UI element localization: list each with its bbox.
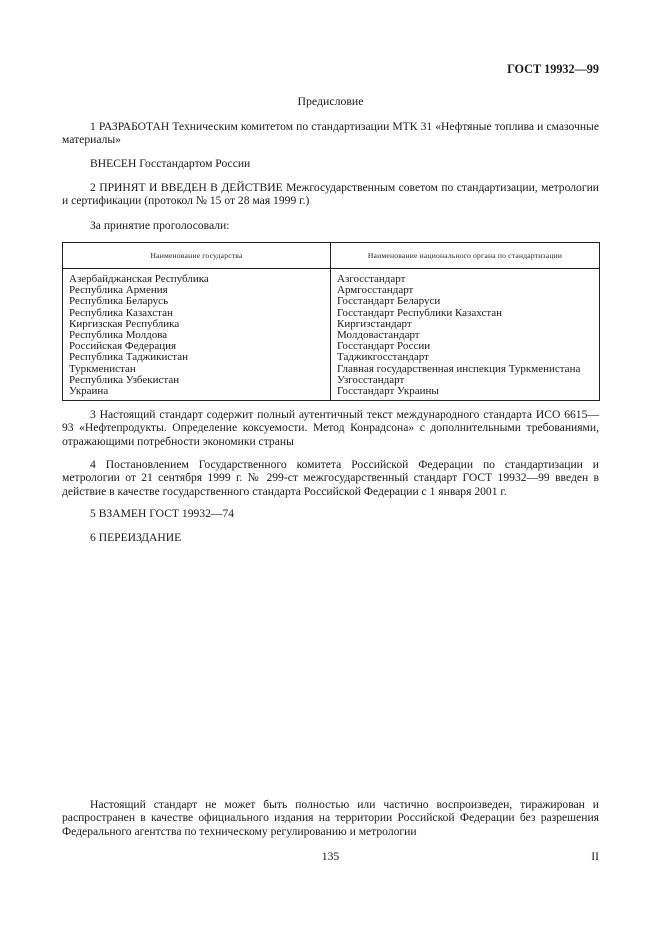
roman-page-number: II [591,850,599,863]
national-body-name: Госстандарт России [337,340,431,353]
voting-states-table [62,242,600,401]
paragraph-voted: За принятие проголосовали: [90,219,230,232]
state-name: Республика Беларусь [69,295,169,308]
paragraph-replaces: 5 ВЗАМЕН ГОСТ 19932—74 [90,507,235,520]
state-name: Туркменистан [69,362,136,375]
national-body-name: Молдовастандарт [337,329,420,342]
state-name: Республика Таджикистан [69,351,188,364]
national-body-name: Киргизстандарт [337,317,412,330]
table-header-row [63,243,600,269]
standard-code-header: ГОСТ 19932—99 [507,62,599,76]
state-name: Украина [69,385,109,398]
table-row [63,269,600,401]
national-body-name: Таджикгосстандарт [337,351,429,364]
page-title: Предисловие [297,94,364,108]
national-body-name: Госстандарт Беларуси [337,295,441,308]
page-number: 135 [321,850,340,863]
national-body-name: Армгосстандарт [337,284,414,297]
state-name: Республика Молдова [69,329,168,342]
paragraph-reissue: 6 ПЕРЕИЗДАНИЕ [90,531,182,544]
state-name: Российская Федерация [69,340,177,353]
paragraph-iso-text: 3 Настоящий стандарт содержит полный аутентичный текст международного стандарта ИСО 6615—93 «Нефтепродукты. Определение коксуемости. Метод Конрадсона» с дополнительными требованиями, отражающими потребности экономики страны [62,408,599,448]
national-body-name: Госстандарт Республики Казахстан [337,306,503,319]
state-name: Республика Узбекистан [69,373,180,386]
paragraph-developed: 1 РАЗРАБОТАН Техническим комитетом по стандартизации МТК 31 «Нефтяные топлива и смазочные материалы» [62,120,599,147]
national-body-name: Узгосстандарт [337,373,405,386]
paragraph-adopted: 2 ПРИНЯТ И ВВЕДЕН В ДЕЙСТВИЕ Межгосударственным советом по стандартизации, метрологии и сертификации (протокол № 15 от 28 мая 1999 г.) [62,181,599,208]
national-body-name: Главная государственная инспекция Туркменистана [337,362,581,375]
state-name: Республика Армения [69,284,168,297]
state-name: Республика Казахстан [69,306,173,319]
national-body-name: Госстандарт Украины [337,385,439,398]
table-header-state: Наименование государства [63,243,331,269]
copyright-notice: Настоящий стандарт не может быть полностью или частично воспроизведен, тиражирован и распространен в качестве официального издания на территории Российской Федерации без разрешения Федерального агентства по техническому регулированию и метрологии [62,798,599,838]
state-column [63,269,331,401]
table-header-national-body: Наименование национального органа по стандартизации [331,243,600,269]
national-body-column [331,269,600,401]
state-name: Киргизская Республика [69,317,180,330]
paragraph-resolution: 4 Постановлением Государственного комитета Российской Федерации по стандартизации и метрологии от 21 сентября 1999 г. № 299-ст межгосударственный стандарт ГОСТ 19932—99 введен в действие в качестве государственного стандарта Российской Федерации с 1 января 2001 г. [62,458,599,498]
paragraph-introduced: ВНЕСЕН Госстандартом России [90,157,251,170]
state-name: Азербайджанская Республика [69,273,209,285]
national-body-name: Азгосстандарт [337,273,406,285]
